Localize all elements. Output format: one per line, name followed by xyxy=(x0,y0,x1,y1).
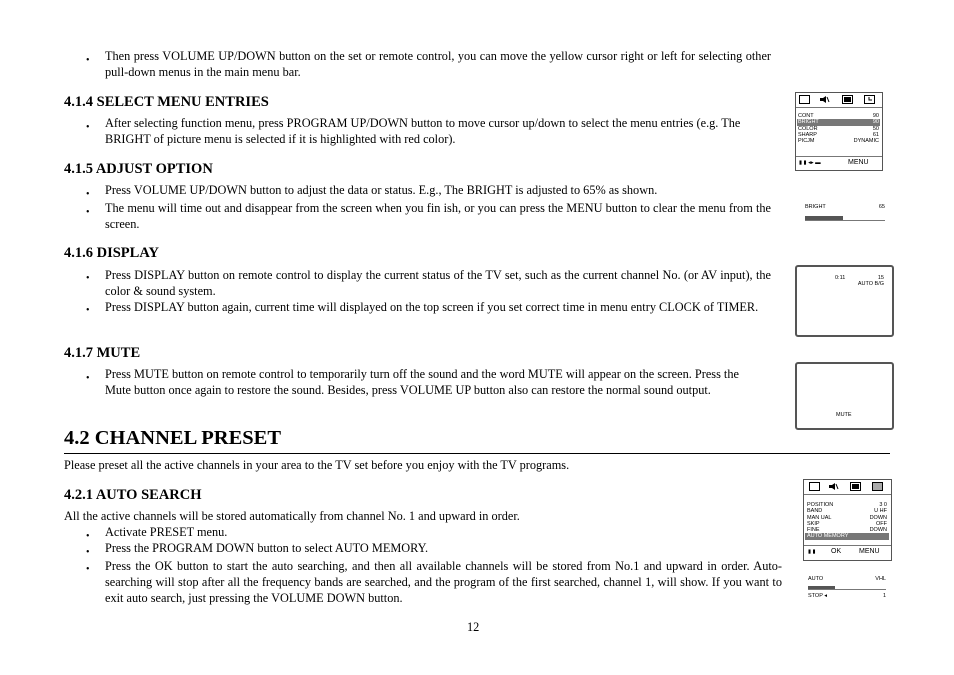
picture-menu-rows xyxy=(797,113,880,144)
menu-row: SHARP 61 xyxy=(798,131,879,138)
heading-4-2: 4.2 CHANNEL PRESET xyxy=(64,427,282,449)
s414-bullet-1: After selecting function menu, press PROGRAM UP/DOWN button to move cursor up/down to select the menu entries (e.g. The BRIGHT of picture menu is selected if it is highlighted with red color). xyxy=(105,116,741,146)
heading-4-1-5: 4.1.5 ADJUST OPTION xyxy=(64,161,213,177)
menu-row: POSITION 3 0 xyxy=(807,502,887,508)
channel-icon xyxy=(842,95,853,104)
auto-band: VHL xyxy=(875,576,886,582)
auto-track xyxy=(808,586,886,590)
menu-row-selected: AUTO MEMORY xyxy=(805,533,889,539)
sound-icon xyxy=(819,95,830,104)
menu-footer-ok: OK xyxy=(831,548,842,555)
heading-4-1-6: 4.1.6 DISPLAY xyxy=(64,245,159,261)
timer-icon xyxy=(864,95,875,104)
auto-label: AUTO xyxy=(808,576,824,582)
page-number: 12 xyxy=(467,620,480,634)
bullet-dot: • xyxy=(86,547,90,558)
menu-row: SKIP OFF xyxy=(807,520,887,527)
auto-fill xyxy=(808,586,835,589)
menu-icon-bar xyxy=(796,93,882,108)
menu-footer-label: MENU xyxy=(848,159,869,166)
bullet-dot: • xyxy=(86,189,90,200)
bullet-dot: • xyxy=(86,373,90,384)
picture-icon xyxy=(799,95,810,104)
bullet-dot: • xyxy=(86,122,90,133)
bullet-dot: • xyxy=(86,207,90,218)
menu-icon-bar xyxy=(804,480,891,495)
s42-intro: Please preset all the active channels in your area to the TV set before you enjoy with the TV programs. xyxy=(64,458,570,472)
menu-row: COLOR 50 xyxy=(798,125,879,132)
sound-icon xyxy=(828,482,839,491)
menu-row: CONT 90 xyxy=(798,113,879,119)
timer-icon xyxy=(872,482,883,491)
display-number: 15 xyxy=(877,275,884,281)
menu-footer-arrows: ▮ ▮ ◂▸ ▬ xyxy=(799,160,821,166)
display-system: AUTO B/G xyxy=(857,281,884,287)
heading-4-1-4: 4.1.4 SELECT MENU ENTRIES xyxy=(64,94,269,110)
bright-track xyxy=(805,216,885,221)
bullet-dot: • xyxy=(86,55,90,66)
menu-footer-divider xyxy=(796,156,882,157)
heading-4-1-7: 4.1.7 MUTE xyxy=(64,345,141,361)
menu-footer-label: MENU xyxy=(859,548,880,555)
s417-bullet-1: Press MUTE button on remote control to temporarily turn off the sound and the word MUTE will appear on the screen. Press the Mute button once again to restore the sound. Besides, press VOLUME UP button also can restore the normal sound output. xyxy=(105,367,739,397)
menu-row: FINE DOWN xyxy=(807,527,887,534)
display-screen-illustration xyxy=(795,265,894,337)
menu-row: MAN UAL DOWN xyxy=(807,514,887,521)
bullet-dot: • xyxy=(86,564,90,575)
s421-intro: All the active channels will be stored automatically from channel No. 1 and upward in order. xyxy=(64,509,520,523)
bright-fill xyxy=(805,216,843,220)
s421-bullet-3: Press the OK button to start the auto searching, and then all available channels will be stored from No.1 and upward in order. Auto-searching will stop after all the frequency bands are searched, and the program of the first searched, channel 1, will show. If you want to exit auto search, just pressing the VOLUME DOWN button. xyxy=(105,559,782,605)
s421-bullet-2: Press the PROGRAM DOWN button to select AUTO MEMORY. xyxy=(105,541,429,555)
menu-row-selected: BRIGHT 90 xyxy=(798,119,879,126)
channel-icon xyxy=(850,482,861,491)
auto-stop: STOP ◂ xyxy=(808,593,828,599)
intro-paragraph: Then press VOLUME UP/DOWN button on the set or remote control, you can move the yellow cursor right or left for selecting other pull-down menus in the main menu bar. xyxy=(105,49,771,79)
menu-row: PICJM DYNAMIC xyxy=(798,138,879,145)
bullet-dot: • xyxy=(86,305,90,316)
bullet-dot: • xyxy=(86,531,90,542)
section-rule xyxy=(64,453,890,454)
mute-screen-illustration xyxy=(795,362,894,430)
auto-number: 1 xyxy=(882,593,886,599)
bullet-dot: • xyxy=(86,273,90,284)
s416-bullet-2: Press DISPLAY button again, current time will displayed on the top screen if you set correct time in menu entry CLOCK of TIMER. xyxy=(105,300,759,314)
display-channel: 0:11 xyxy=(835,275,846,281)
menu-footer-divider xyxy=(804,545,891,546)
preset-menu-illustration xyxy=(803,479,892,561)
mute-label: MUTE xyxy=(836,412,852,418)
s421-bullet-1: Activate PRESET menu. xyxy=(105,525,228,539)
bright-value: 65 xyxy=(878,204,885,210)
heading-4-2-1: 4.2.1 AUTO SEARCH xyxy=(64,487,202,503)
bright-label: BRIGHT xyxy=(805,204,826,210)
picture-icon xyxy=(809,482,820,491)
s415-bullet-2: The menu will time out and disappear from the screen when you fin ish, or you can press the MENU button to clear the menu from the screen. xyxy=(105,201,771,231)
picture-menu-illustration xyxy=(795,92,883,171)
s416-bullet-1: Press DISPLAY button on remote control to display the current status of the TV set, such as the current channel No. (or AV input), the color & sound system. xyxy=(105,268,771,298)
bright-bar-illustration xyxy=(805,204,887,224)
s415-bullet-1: Press VOLUME UP/DOWN button to adjust the data or status. E.g., The BRIGHT is adjusted to 65% as shown. xyxy=(105,183,658,197)
menu-footer-arrows: ▮ ▮ xyxy=(808,549,816,555)
preset-menu-rows xyxy=(805,502,889,540)
auto-search-illustration xyxy=(808,576,888,602)
menu-row: BAND U HF xyxy=(807,508,887,515)
